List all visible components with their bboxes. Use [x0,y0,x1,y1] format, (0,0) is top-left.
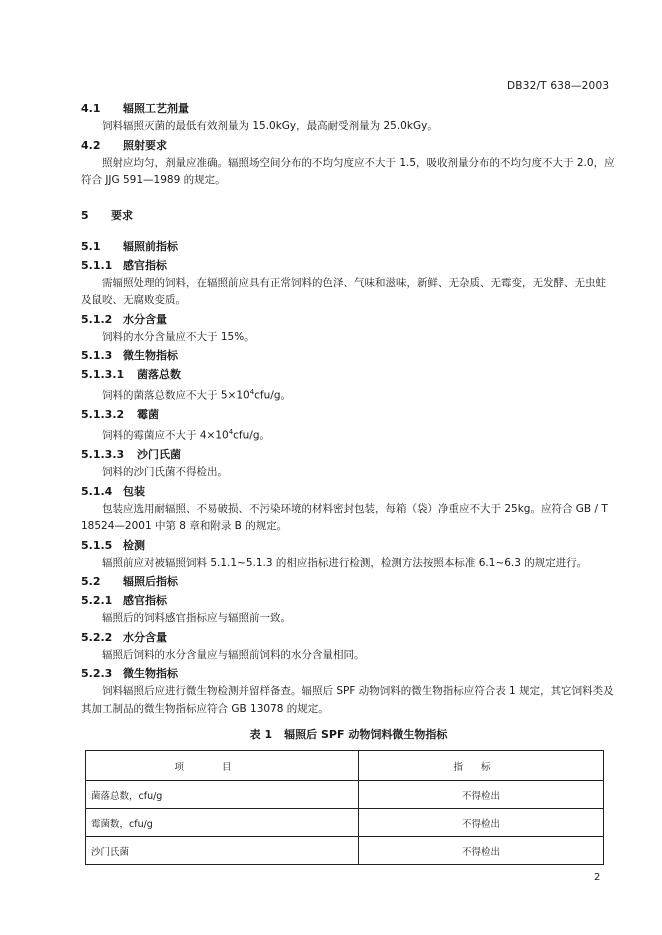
heading-5-1-5: 5.1.5 检测 [81,538,145,552]
heading-5-2-3: 5.2.3 微生物指标 [81,667,178,680]
table-cell-value: 不得检出 [359,837,604,865]
para-5-2-3: 饲料辐照后应进行微生物检测并留样备查。辐照后 SPF 动物饲料的微生物指标应符合表 1 规定，其它饲料类及其加工制品的微生物指标应符合 GB 13078 的规定。 [81,685,614,715]
heading-5-1-3-1: 5.1.3.1 菌落总数 [81,368,181,381]
table-cell-item: 菌落总数，cfu/g [86,781,359,809]
heading-5-1-1: 5.1.1 感官指标 [81,258,167,272]
heading-5-1: 5.1 辐照前指标 [81,239,178,253]
para-4-1: 饲料辐照灭菌的最低有效剂量为 15.0kGy，最高耐受剂量为 25.0kGy。 [102,120,438,132]
heading-4-1: 4.1 辐照工艺剂量 [81,102,189,115]
para-5-1-1: 需辐照处理的饲料，在辐照前应具有正常饲料的色泽、气味和滋味，新鲜、无杂质、无霉变，无发酵、无虫蛀及鼠咬、无腐败变质。 [81,276,606,306]
para-5-2-2: 辐照后饲料的水分含量应与辐照前饲料的水分含量相同。 [102,648,365,661]
para-5-2-1: 辐照后的饲料感官指标应与辐照前一致。 [102,612,291,624]
table-header-item: 项目 [86,751,359,781]
heading-5-2-1: 5.2.1 感官指标 [81,594,167,607]
table-row [86,837,604,865]
para-5-1-4: 包装应选用耐辐照、不易破损、不污染环境的材料密封包装，每箱（袋）净重应不大于 25kg。应符合 GB / T 18524—2001 中第 8 章和附录 B 的规定。 [81,502,608,532]
table-cell-item: 沙门氏菌 [86,837,359,865]
document-code: DB32/T 638—2003 [507,80,610,92]
table-cell-item: 霉菌数，cfu/g [86,809,359,837]
heading-5-2: 5.2 辐照后指标 [81,575,178,588]
page-content [81,96,616,865]
heading-5: 5 要求 [81,208,133,222]
table-caption: 表 1 辐照后 SPF 动物饲料微生物指标 [249,728,448,741]
heading-5-1-3: 5.1.3 微生物指标 [81,349,178,362]
para-5-1-3-2: 饲料的霉菌应不大于 $4\times 10^4cfu/g$。 [102,428,270,442]
para-5-1-3-1: 饲料的菌落总数应不大于 $5\times 10^4cfu/g$。 [102,388,291,402]
para-4-2: 照射应均匀，剂量应准确。辐照场空间分布的不均匀度应不大于 1.5，吸收剂量分布的不均匀度不大于 2.0，应符合 JJG 591—1989 的规定。 [81,156,615,186]
heading-5-2-2: 5.2.2 水分含量 [81,630,167,644]
heading-5-1-4: 5.1.4 包装 [81,484,145,498]
heading-4-2: 4.2 照射要求 [81,138,167,152]
para-5-1-3-3: 饲料的沙门氏菌不得检出。 [102,466,228,478]
para-5-1-5: 辐照前应对被辐照饲料 5.1.1~5.1.3 的相应指标进行检测，检测方法按照本标准 6.1~6.3 的规定进行。 [102,556,588,569]
table-header-row [86,751,604,781]
table-row [86,781,604,809]
table-cell-value: 不得检出 [359,809,604,837]
table-header-index: 指标 [359,751,604,781]
page-number: 2 [594,872,601,883]
heading-5-1-3-2: 5.1.3.2 霉菌 [81,408,159,421]
heading-5-1-3-3: 5.1.3.3 沙门氏菌 [81,448,181,461]
table-cell-value: 不得检出 [359,781,604,809]
heading-5-1-2: 5.1.2 水分含量 [81,312,167,326]
table-row [86,809,604,837]
para-5-1-2: 饲料的水分含量应不大于 15%。 [102,330,255,343]
microbe-table [85,750,604,865]
